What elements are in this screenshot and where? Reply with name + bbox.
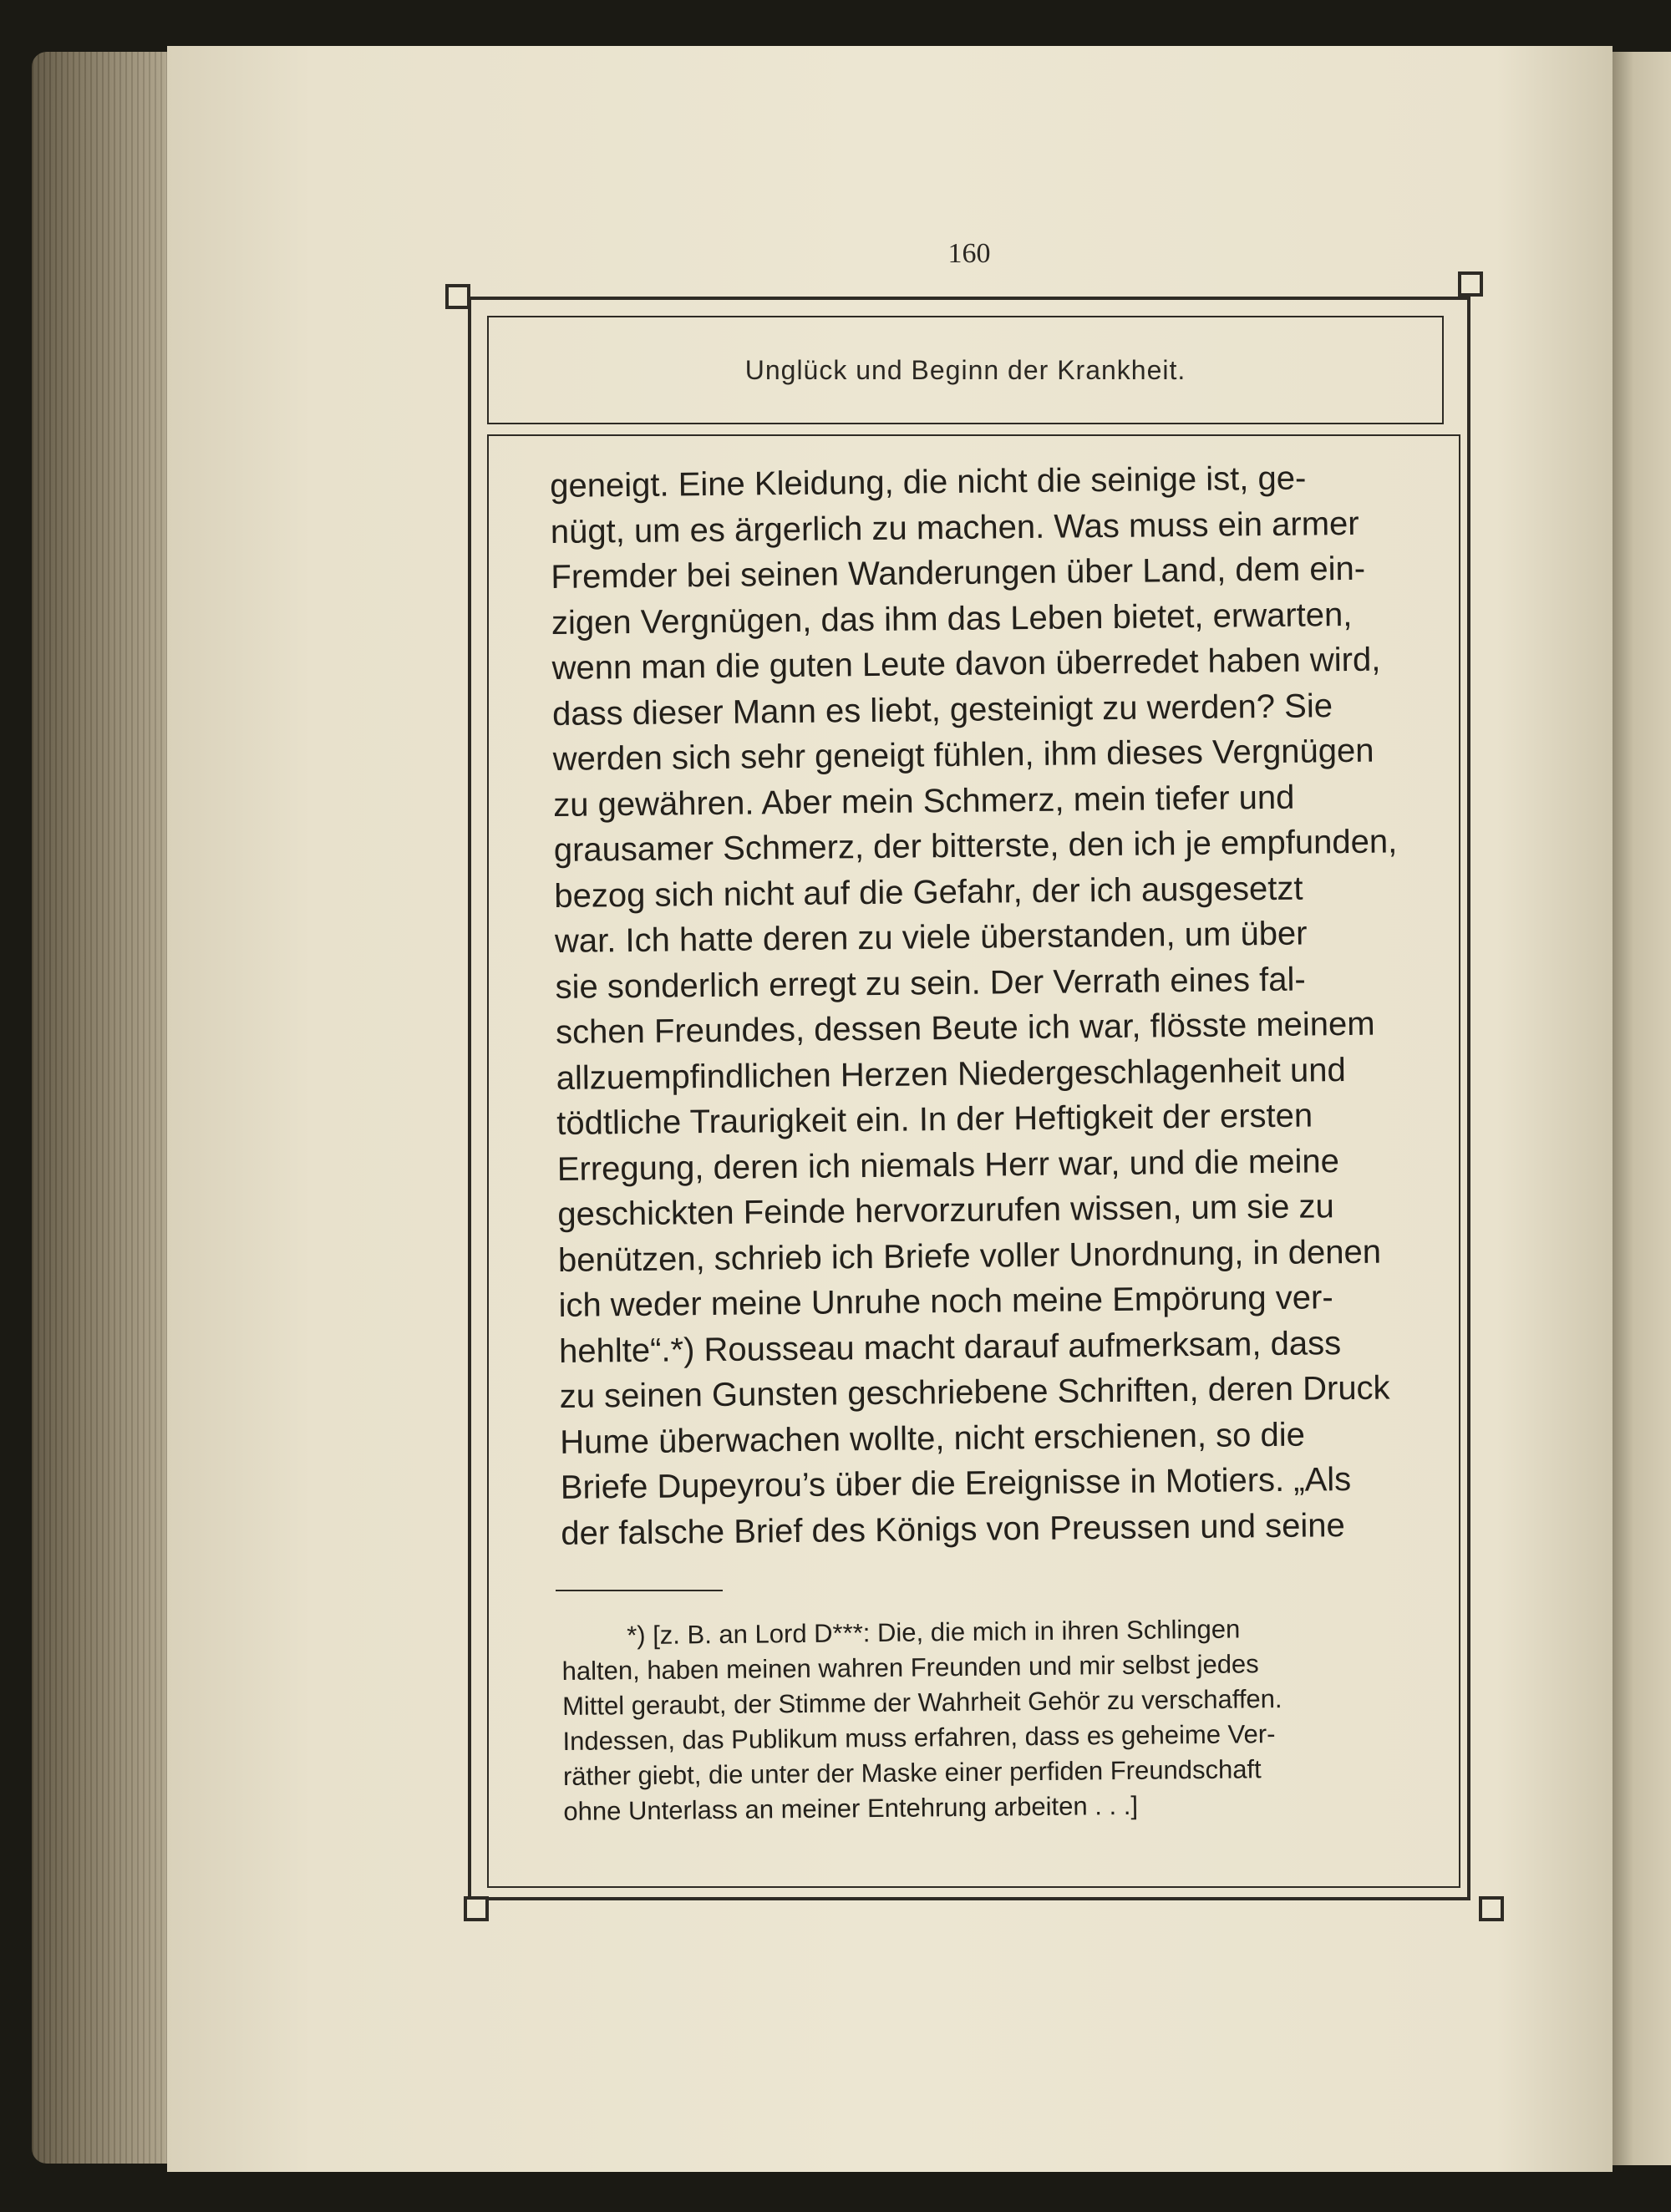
footnote-line: räther giebt, die unter der Maske einer perfiden Freundschaft — [562, 1754, 1262, 1791]
page-number: 160 — [947, 238, 991, 269]
running-head: Unglück und Beginn der Krankheit. — [744, 354, 1186, 385]
footnote-line: *) [z. B. an Lord D***: Die, die mich in ihren Schlingen — [627, 1614, 1241, 1651]
facing-page-edge — [1608, 52, 1671, 2165]
body-line: zu gewähren. Aber mein Schmerz, mein tiefer und — [553, 779, 1295, 824]
footnote-line: ohne Unterlass an meiner Entehrung arbeiten . . .] — [563, 1790, 1139, 1826]
body-line: ich weder meine Unruhe noch meine Empörung ver- — [558, 1279, 1333, 1324]
footnote-line: Indessen, das Publikum muss erfahren, dass es geheime Ver- — [562, 1719, 1276, 1756]
body-line: Erregung, deren ich niemals Herr war, und die meine — [556, 1142, 1340, 1188]
corner-ornament-bottom-left — [464, 1896, 489, 1921]
body-line: geneigt. Eine Kleidung, die nicht die seinige ist, ge- — [550, 459, 1307, 505]
body-line: bezog sich nicht auf die Gefahr, der ich ausgesetzt — [554, 870, 1303, 915]
body-line: geschickten Feinde hervorzurufen wissen, um sie zu — [557, 1188, 1334, 1233]
footnote-line: halten, haben meinen wahren Freunden und mir selbst jedes — [561, 1649, 1259, 1686]
corner-ornament-top-left — [445, 284, 470, 309]
running-head-box — [487, 316, 1444, 424]
body-line: sie sonderlich erregt zu sein. Der Verrath eines fal- — [555, 961, 1306, 1006]
body-line: zigen Vergnügen, das ihm das Leben bietet, erwarten, — [551, 596, 1353, 642]
body-line: dass dieser Mann es liebt, gesteinigt zu werden? Sie — [551, 687, 1333, 733]
body-line: Hume überwachen wollte, nicht erschienen, so die — [560, 1416, 1306, 1461]
body-line: Fremder bei seinen Wanderungen über Land, dem ein- — [551, 550, 1366, 596]
corner-ornament-top-right — [1458, 271, 1483, 297]
body-line: werden sich sehr geneigt fühlen, ihm dieses Vergnügen — [552, 732, 1374, 778]
body-line: allzuempfindlichen Herzen Niedergeschlagenheit und — [556, 1051, 1346, 1097]
body-line: der falsche Brief des Königs von Preussen und seine — [561, 1506, 1345, 1552]
corner-ornament-bottom-right — [1479, 1896, 1504, 1921]
footnote — [561, 1610, 1404, 1829]
body-line: grausamer Schmerz, der bitterste, den ich je empfunden, — [553, 823, 1398, 869]
body-text — [550, 454, 1407, 1556]
body-line: wenn man die guten Leute davon überredet haben wird, — [551, 641, 1381, 687]
body-line: nügt, um es ärgerlich zu machen. Was muss ein armer — [550, 505, 1359, 550]
body-line: hehlte“.*) Rousseau macht darauf aufmerksam, dass — [558, 1324, 1342, 1370]
footnote-rule — [556, 1590, 723, 1591]
footnote-line: Mittel geraubt, der Stimme der Wahrheit Gehör zu verschaffen. — [561, 1683, 1282, 1721]
body-line: tödtliche Traurigkeit ein. In der Heftigkeit der ersten — [556, 1097, 1313, 1142]
body-line: war. Ich hatte deren zu viele überstanden, um über — [554, 915, 1308, 960]
body-line: benützen, schrieb ich Briefe voller Unordnung, in denen — [557, 1233, 1382, 1279]
body-line: schen Freundes, dessen Beute ich war, flösste meinem — [555, 1005, 1375, 1051]
body-line: zu seinen Gunsten geschriebene Schriften, deren Druck — [559, 1369, 1390, 1415]
body-line: Briefe Dupeyrou’s über die Ereignisse in Motiers. „Als — [560, 1461, 1352, 1506]
